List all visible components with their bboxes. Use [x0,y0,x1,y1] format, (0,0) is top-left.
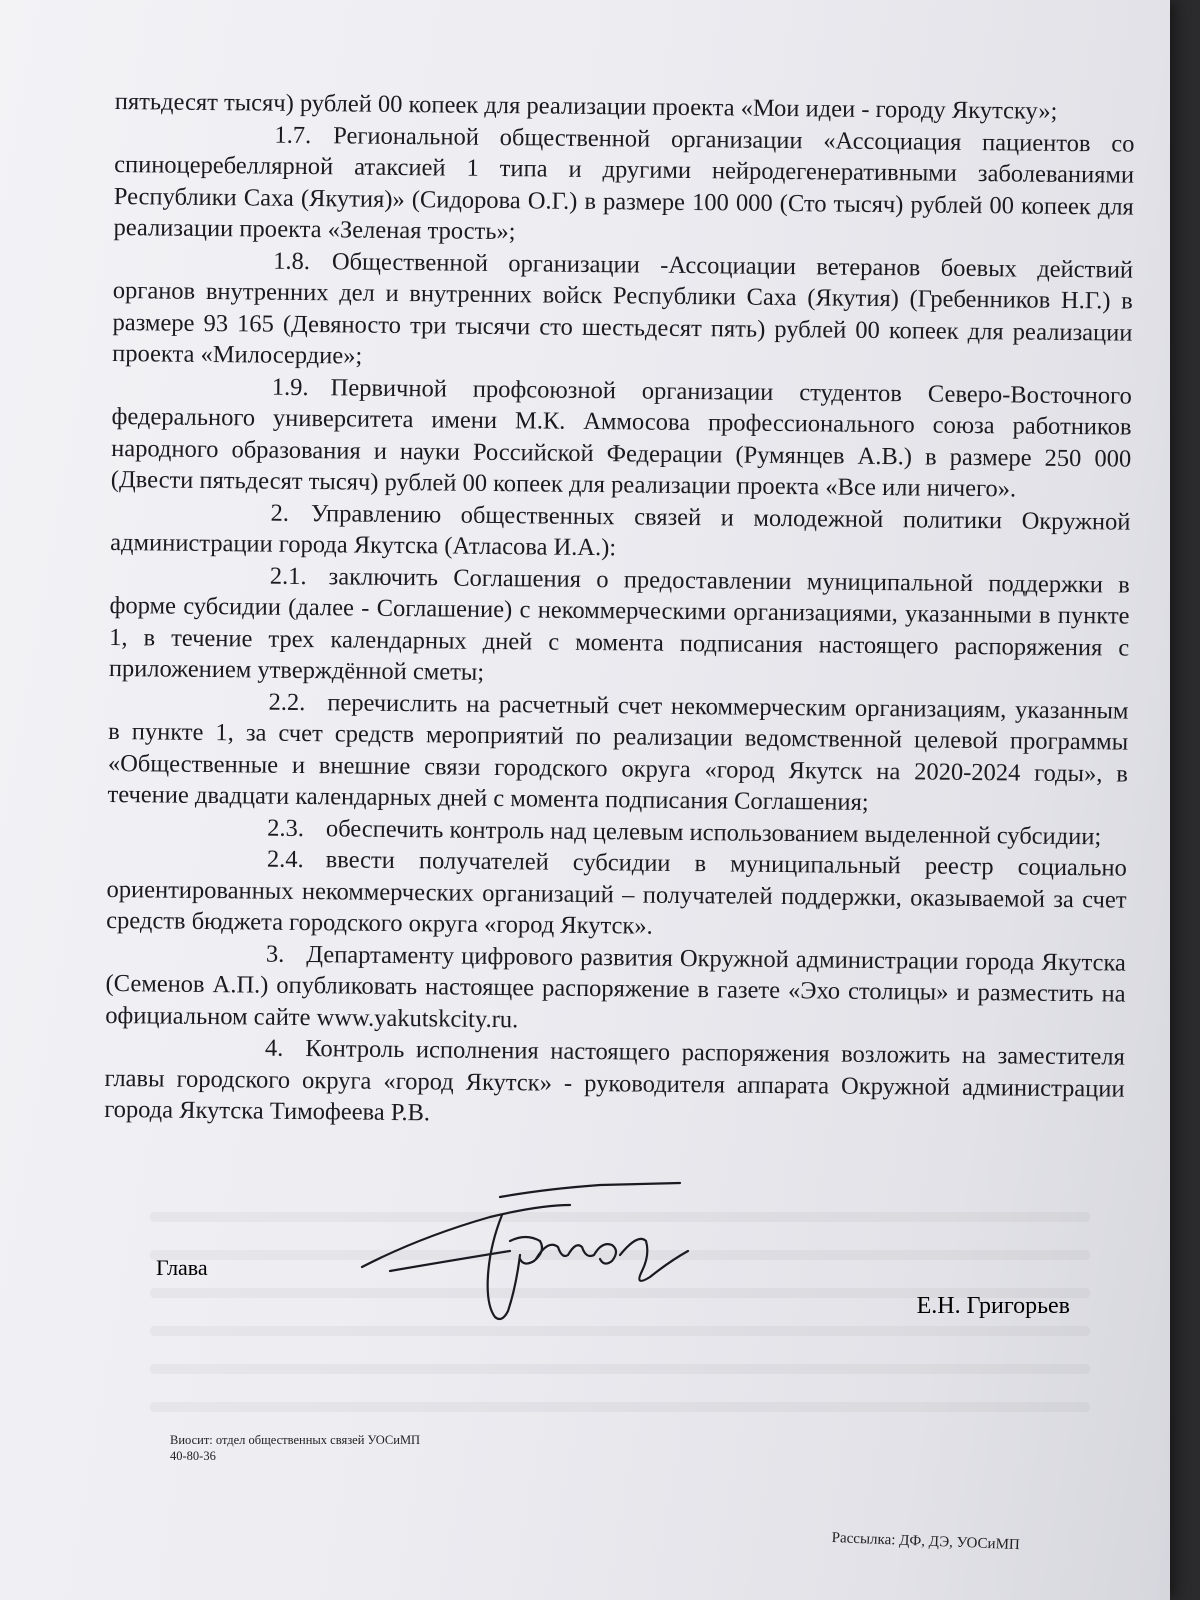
paragraph-number: 4. [264,1034,284,1062]
footer-note [170,1432,420,1464]
paragraph-2-2 [107,684,1128,821]
paragraph-number: 3. [265,940,285,968]
paragraph-1-9 [111,369,1132,506]
paragraph-text: ввести получателей субсидии в муниципальный реестр социально ориентированных некоммерческих организаций – получателей поддержки, оказываемой за счет средств бюджета городского округа «город Якутск». [106,846,1128,940]
paragraph-number: 2.1. [269,562,307,590]
paragraph-2-4 [106,842,1127,947]
paragraph-2-1 [109,558,1130,695]
distribution-list: Рассылка: ДФ, ДЭ, УОСиМП [831,1530,1021,1554]
paragraph-text: перечислить на расчетный счет некоммерческим организациям, указанным в пункте 1, за счет средств мероприятий по реализации ведомственной целевой программы «Общественные и внешние связи городского округа «город Якутск на 2020-2024 годы», в течение двадцати календарных дней с момента подписания Соглашения; [107,688,1129,816]
paragraph-text: заключить Соглашения о предоставлении муниципальной поддержки в форме субсидии (далее - Соглашение) с некоммерческими организациями, указанными в пункте 1, в течение трех календарных дней с момента подписания настоящего распоряжения с приложением утверждённой сметы; [108,562,1130,686]
signer-name: Е.Н. Григорьев [916,1293,1070,1319]
signature-block [150,1175,1110,1335]
paragraph-number: 2.2. [268,688,306,716]
paragraph-1-8 [112,243,1133,380]
handwritten-signature [350,1175,770,1335]
paragraph-text: Департаменту цифрового развития Окружной администрации города Якутска (Семенов А.П.) опубликовать настоящее распоряжение в газете «Эхо столицы» и разместить на официальном сайте www.yakutskcity.ru. [105,940,1127,1033]
paragraph-number: 1.8. [273,247,311,275]
paragraph-number: 2.3. [267,814,305,842]
document-body [104,86,1135,1136]
paragraph-number: 2.4. [266,845,304,874]
paragraph-text: Управлению общественных связей и молодежной политики Окружной администрации города Якутска (Атласова И.А.): [110,499,1131,562]
paragraph-text: обеспечить контроль над целевым использованием выделенной субсидии; [325,814,1102,850]
paragraph-3 [105,936,1126,1041]
paragraph-text: Региональной общественной организации «Ассоциация пациентов со спиноцеребеллярной атаксией 1 типа и другими нейродегенеративными заболеваниями Республики Саха (Якутия)» (Сидорова О.Г.) в размере 100 000 (Сто тысяч) рублей 00 копеек для реализации проекта «Зеленая трость»; [113,121,1135,246]
signer-position: Глава [156,1255,208,1280]
show-through-line [150,1364,1090,1374]
paragraph-number: 1.9. [271,373,309,401]
contact-phone: 40-80-36 [170,1449,216,1463]
paragraph-text: Первичной профсоюзной организации студентов Северо-Восточного федерального университета имени М.К. Аммосова профессионального союза работников народного образования и науки Российской Федерации (Румянцев А.В.) в размере 250 000 (Двести пятьдесят тысяч) рублей 00 копеек для реализации проекта «Все или ничего». [110,373,1132,503]
show-through-line [150,1402,1090,1412]
paragraph-number: 2. [270,499,290,527]
paragraph-2 [110,495,1131,569]
paragraph-1-7 [113,117,1134,254]
paragraph-number: 1.7. [274,121,312,149]
paragraph-4 [104,1031,1125,1136]
paragraph-text: Контроль исполнения настоящего распоряжения возложить на заместителя главы городского округа «город Якутск» - руководителя аппарата Окружной администрации города Якутска Тимофеева Р.В. [104,1035,1126,1127]
paragraph-text: пятьдесят тысяч) рублей 00 копеек для реализации проекта «Мои идеи - городу Якутску»; [114,87,1058,125]
paragraph-text: Общественной организации -Ассоциации ветеранов боевых действий органов внутренних дел и внутренних войск Республики Саха (Якутия) (Гребенников Н.Г.) в размере 93 165 (Девяносто три тысячи сто шестьдесят пять) рублей 00 копеек для реализации проекта «Милосердие»; [112,247,1134,370]
submitted-by: Виосит: отдел общественных связей УОСиМП [170,1433,421,1447]
